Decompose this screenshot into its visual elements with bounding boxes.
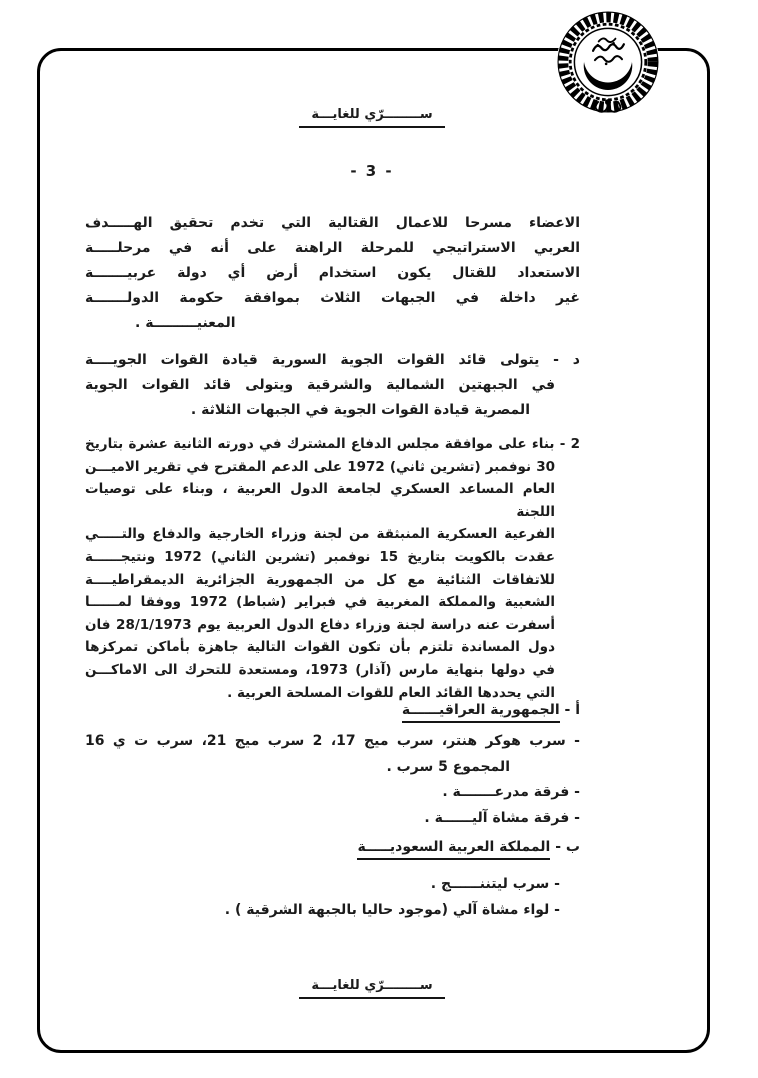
paragraph-1 [85, 211, 580, 336]
list-item: - فرقة مدرعـــــــة . [442, 784, 580, 800]
paragraph-2-line: عقدت بالكويت بتاريخ 15 نوفمبر (تشرين الثاني) 1972 ونتيجــــــة [85, 548, 555, 565]
classification-stamp-top: ســــــــرّي للغايـــة [299, 107, 444, 128]
section-b-marker: ب - [555, 839, 580, 855]
arab-league-emblem [552, 6, 664, 118]
clause-d [85, 348, 580, 423]
paragraph-1-line: غير داخلة في الجبهات الثلاث بموافقة حكومة الدولـــــــة [85, 290, 580, 306]
paragraph-1-line: المعنيـــــــــة . [135, 315, 236, 331]
list-item: - سرب هوكر هنتر، سرب ميج 17، 2 سرب ميج 21، سرب ت ي 16 [85, 733, 580, 749]
section-b-heading [85, 839, 580, 855]
paragraph-2 [85, 433, 580, 704]
paragraph-1-line: الاعضاء مسرحا للاعمال القتالية التي تخدم تحقيق الهـــــدف [85, 215, 580, 231]
paragraph-1-line: الاستعداد للقتال يكون استخدام أرض أي دولة عربيـــــــة [85, 265, 580, 281]
clause-d-line: د - يتولى قائد القوات الجوية السورية قيادة القوات الجويــــة [85, 352, 580, 368]
section-a-marker: أ - [564, 702, 580, 718]
footer-classification-row [37, 974, 707, 999]
section-a-list [85, 729, 580, 831]
page-number-row [37, 161, 707, 180]
paragraph-2-line: العام المساعد العسكري لجامعة الدول العربية ، وبناء على توصيات اللجنة [85, 481, 555, 520]
section-a-title: الجمهورية العراقيــــــة [402, 702, 560, 723]
paragraph-2-line: 30 نوفمبر (تشرين ثاني) 1972 على الدعم المقترح في تقرير الاميـــن [85, 458, 555, 475]
list-item: - سرب ليتننــــــج . [430, 876, 560, 892]
paragraph-2-line: الشعبية والمملكة المغربية في فبراير (شباط) 1972 ووفقا لمــــــا [85, 594, 555, 611]
section-b-title: المملكة العربية السعوديـــــة [357, 839, 550, 860]
paragraph-2-line: للاتفاقات الثنائية مع كل من الجمهورية الجزائرية الديمقراطيــــة [85, 571, 555, 588]
list-item-continuation: المجموع 5 سرب . [386, 758, 510, 775]
paragraph-2-line: في دولها بنهاية مارس (آذار) 1973، ومستعدة للتحرك الى الاماكـــن [85, 661, 555, 678]
paragraph-2-line: أسفرت عنه دراسة لجنة وزراء دفاع الدول العربية يوم 28/1/1973 فان [85, 616, 555, 633]
classification-stamp-bottom: ســــــــرّي للغايـــة [299, 978, 444, 999]
list-item: - فرقة مشاة آليــــــة . [424, 809, 580, 826]
paragraph-2-line: التي يحددها القائد العام للقوات المسلحة العربية . [227, 684, 555, 701]
paragraph-2-line: الفرعية العسكرية المنبثقة من لجنة وزراء الخارجية والدفاع والتـــــي [85, 526, 555, 543]
page-number: - 3 - [350, 162, 394, 180]
list-item: - لواء مشاة آلي (موجود حاليا بالجبهة الشرقية ) . [224, 901, 560, 918]
paragraph-2-line: 2 - بناء على موافقة مجلس الدفاع المشترك في دورته الثانية عشرة بتاريخ [85, 436, 580, 452]
clause-d-line: في الجبهتين الشمالية والشرقية ويتولى قائد القوات الجوية [85, 377, 555, 393]
paragraph-2-line: دول المساندة تلتزم بأن تكون القوات التالية جاهزة بأماكن تمركزها [85, 639, 555, 656]
section-b-list [85, 872, 580, 923]
paragraph-1-line: العربي الاستراتيجي للمرحلة الراهنة على أنه في مرحلـــــة [85, 240, 580, 256]
section-a-heading [85, 702, 580, 718]
clause-d-line: المصرية قيادة القوات الجوية في الجبهات الثلاثة . [190, 402, 530, 418]
